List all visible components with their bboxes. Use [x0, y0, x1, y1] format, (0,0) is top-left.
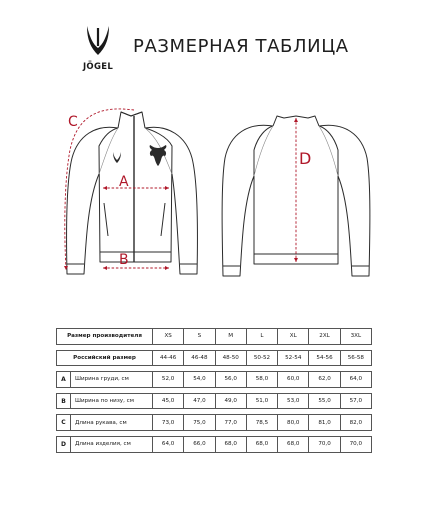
- crest-icon: [150, 145, 167, 166]
- size-header: M: [215, 329, 246, 345]
- value-cell: 58,0: [246, 372, 277, 388]
- russian-size-label: Российский размер: [57, 350, 153, 366]
- value-cell: 49,0: [215, 393, 246, 409]
- value-cell: 55,0: [309, 393, 340, 409]
- russian-size-cell: 56-58: [340, 350, 371, 366]
- jacket-front: [67, 112, 198, 274]
- russian-size-cell: 52-54: [278, 350, 309, 366]
- size-header: 2XL: [309, 329, 340, 345]
- value-cell: 64,0: [340, 372, 371, 388]
- value-cell: 52,0: [153, 372, 184, 388]
- size-table: [56, 328, 372, 453]
- russian-size-cell: 44-46: [153, 350, 184, 366]
- label-c: C: [68, 114, 78, 130]
- value-cell: 60,0: [278, 372, 309, 388]
- value-cell: 51,0: [246, 393, 277, 409]
- row-letter: B: [57, 393, 71, 409]
- value-cell: 45,0: [153, 393, 184, 409]
- label-d: D: [299, 149, 312, 168]
- value-cell: 77,0: [215, 415, 246, 431]
- table-row: [57, 415, 372, 431]
- value-cell: 47,0: [184, 393, 215, 409]
- value-cell: 78,5: [246, 415, 277, 431]
- brand-name: JÖGEL: [82, 62, 114, 72]
- row-name: Ширина по низу, см: [71, 393, 153, 409]
- size-header: S: [184, 329, 215, 345]
- russian-size-cell: 46-48: [184, 350, 215, 366]
- value-cell: 68,0: [278, 436, 309, 452]
- label-b: B: [119, 252, 129, 268]
- value-cell: 70,0: [309, 436, 340, 452]
- value-cell: 62,0: [309, 372, 340, 388]
- table-row: [57, 393, 372, 409]
- value-cell: 80,0: [278, 415, 309, 431]
- row-name: Длина рукава, см: [71, 415, 153, 431]
- size-header: XL: [278, 329, 309, 345]
- table-row: [57, 436, 372, 452]
- page-title: РАЗМЕРНАЯ ТАБЛИЦА: [133, 36, 349, 57]
- value-cell: 82,0: [340, 415, 371, 431]
- value-cell: 64,0: [153, 436, 184, 452]
- value-cell: 70,0: [340, 436, 371, 452]
- size-header: XS: [153, 329, 184, 345]
- manufacturer-size-label: Размер производителя: [57, 329, 153, 345]
- value-cell: 73,0: [153, 415, 184, 431]
- size-header: 3XL: [340, 329, 371, 345]
- value-cell: 75,0: [184, 415, 215, 431]
- value-cell: 56,0: [215, 372, 246, 388]
- value-cell: 53,0: [278, 393, 309, 409]
- chest-logo-icon: [113, 152, 121, 163]
- russian-size-row: [57, 350, 372, 366]
- russian-size-cell: 48-50: [215, 350, 246, 366]
- header-row: [57, 329, 372, 345]
- value-cell: 81,0: [309, 415, 340, 431]
- row-letter: D: [57, 436, 71, 452]
- row-letter: A: [57, 372, 71, 388]
- table-row: [57, 372, 372, 388]
- russian-size-cell: 50-52: [246, 350, 277, 366]
- value-cell: 66,0: [184, 436, 215, 452]
- value-cell: 54,0: [184, 372, 215, 388]
- label-a: A: [119, 174, 129, 190]
- row-name: Ширина груди, см: [71, 372, 153, 388]
- value-cell: 68,0: [246, 436, 277, 452]
- size-header: L: [246, 329, 277, 345]
- value-cell: 68,0: [215, 436, 246, 452]
- row-letter: C: [57, 415, 71, 431]
- value-cell: 57,0: [340, 393, 371, 409]
- russian-size-cell: 54-56: [309, 350, 340, 366]
- row-name: Длина изделия, см: [71, 436, 153, 452]
